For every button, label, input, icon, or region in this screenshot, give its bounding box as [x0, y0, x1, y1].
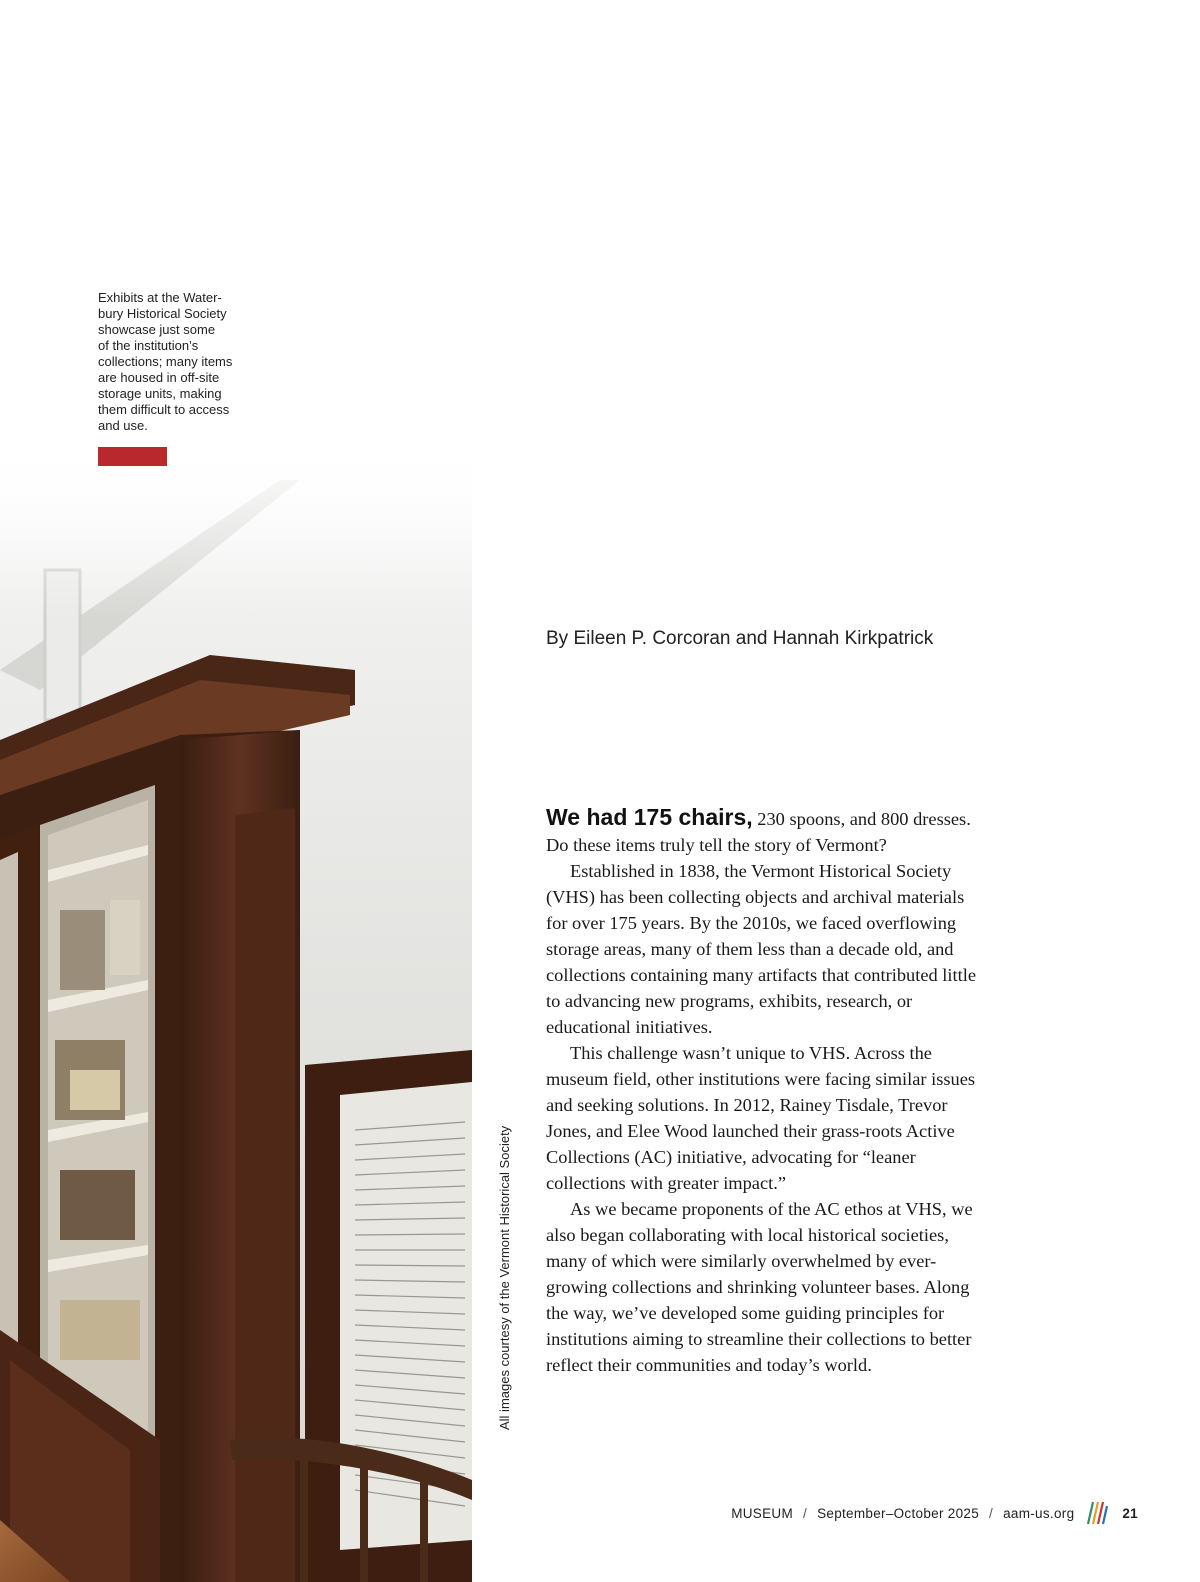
lead-in: We had 175 chairs,: [546, 804, 753, 830]
website-link[interactable]: aam-us.org: [1003, 1505, 1075, 1521]
article-paragraph-3: This challenge wasn’t unique to VHS. Across the museum field, other institutions were facing similar issues and seeking solutions. In 2012, Rainey Tisdale, Trevor Jones, and Elee Wood launched their grass-roots Active Collections (AC) initiative, advocating for “leaner collections with greater impact.”: [546, 1043, 976, 1193]
aam-stripes-icon: [1084, 1500, 1108, 1526]
page-footer: [731, 1500, 1138, 1526]
article-paragraph-1: [546, 804, 976, 858]
photo-credit: All images courtesy of the Vermont Historical Society: [497, 1125, 512, 1430]
page-number: 21: [1122, 1505, 1138, 1521]
byline: By Eileen P. Corcoran and Hannah Kirkpatrick: [546, 628, 934, 649]
caption-accent-rule: [98, 447, 167, 466]
article-paragraph-4: As we became proponents of the AC ethos at VHS, we also began collaborating with local historical societies, many of which were similarly overwhelmed by ever-growing collections and shrinking volunteer bases. Along the way, we’ve developed some guiding principles for institutions aiming to streamline their collections to better reflect their communities and today’s world.: [546, 1199, 973, 1375]
exhibit-photo: [0, 440, 472, 1582]
paragraph-1-text: 230 spoons, and 800 dresses. Do these items truly tell the story of Vermont?: [546, 809, 971, 855]
issue-date: September–October 2025: [817, 1505, 980, 1521]
magazine-name: MUSEUM: [731, 1505, 794, 1521]
article-paragraph-2: Established in 1838, the Vermont Historical Society (VHS) has been collecting objects and archival materials for over 175 years. By the 2010s, we faced overflowing storage areas, many of them less than a decade old, and collections containing many artifacts that contributed little to advancing new programs, exhibits, research, or educational initiatives.: [546, 861, 977, 1037]
footer-separator: /: [803, 1505, 808, 1521]
article-body: [546, 804, 976, 1378]
photo-caption: Exhibits at the Water- bury Historical Society showcase just some of the institution’s collections; many items are housed in off-site storage units, making them difficult to access and use.: [98, 290, 233, 433]
footer-separator: /: [989, 1505, 994, 1521]
